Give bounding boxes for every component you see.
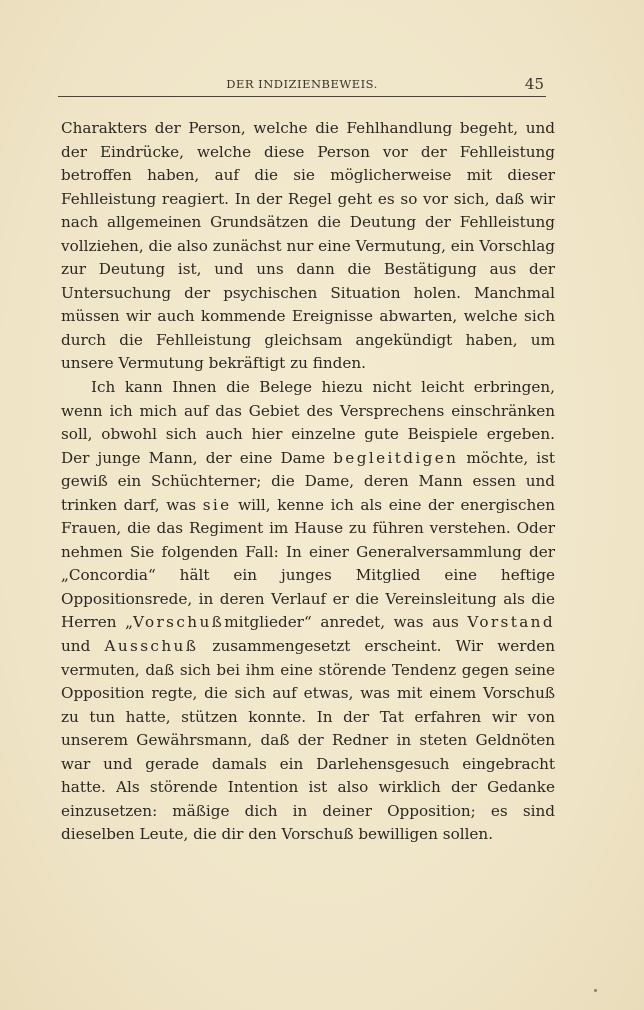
emphasis-vorschuss: Vorschuß [133,613,225,632]
paragraph-1: Charakters der Person, welche die Fehlhandlung begeht, und der Eindrücke, welche diese Person vor der Fehlleistung betroffen haben, auf die sie möglicherweise mit dieser Fehlleistung reagiert. In der Regel geht es so vor sich, daß wir nach allgemeinen Grundsätzen die Deutung der Fehlleistung vollziehen, die also zunächst nur eine Vermutung, ein Vorschlag zur Deutung ist, und uns dann die Bestätigung aus der Untersuchung der psychischen Situation holen. Manchmal müssen wir auch kommende Ereignisse abwarten, welche sich durch die Fehlleistung gleichsam angekündigt haben, um unsere Vermutung bekräftigt zu finden. [61,119,555,373]
paragraph-2 [61,376,555,847]
emphasis-sie: sie [202,495,232,514]
paragraph-2-segment: und [61,637,105,656]
emphasis-begleitdigen: begleitdigen [333,448,459,467]
running-head: DER INDIZIENBEWEIS. [226,77,378,91]
paragraph-2-segment: will, kenne ich als eine der energischen Frauen, die das Regiment im Hause zu führen verstehen. Oder nehmen Sie folgenden Fall: In einer Generalversammlung der „Concordia“ hält ein junges Mitglied eine heftige Oppositionsrede, in deren Verlauf er die Vereinsleitung als die Herren „ [61,495,556,632]
paragraph-2-segment: möchte, ist gewiß ein Schüchterner; die Dame, deren Mann essen und trinken darf, was [61,448,555,514]
page-number: 45 [524,75,544,93]
emphasis-vorstand: Vorstand [467,613,555,632]
header-rule [58,96,546,97]
emphasis-ausschuss: Ausschuß [104,637,199,656]
paragraph-2-segment: Ich kann Ihnen die Belege hiezu nicht leicht erbringen, wenn ich mich auf das Gebiet des Versprechens einschränken soll, obwohl sich auch hier einzelne gute Beispiele ergeben. Der junge Mann, der eine Dame [61,378,555,467]
paper-speck [594,989,597,992]
paragraph-2-segment: mitglieder“ anredet, was aus [224,613,468,632]
paragraph-2-segment: zusammengesetzt erscheint. Wir werden vermuten, daß sich bei ihm eine störende Tendenz gegen seine Opposition regte, die sich auf etwas, was mit einem Vorschuß zu tun hatte, stützen konnte. In der Tat erfahren wir von unserem Gewährsmann, daß der Redner in steten Geldnöten war und gerade damals ein Darlehensgesuch eingebracht hatte. Als störende Intention ist also wirklich der Gedanke einzusetzen: mäßige dich in deiner Opposition; es sind dieselben Leute, die dir den Vorschuß bewilligen sollen. [61,637,555,844]
body-text [61,117,555,847]
